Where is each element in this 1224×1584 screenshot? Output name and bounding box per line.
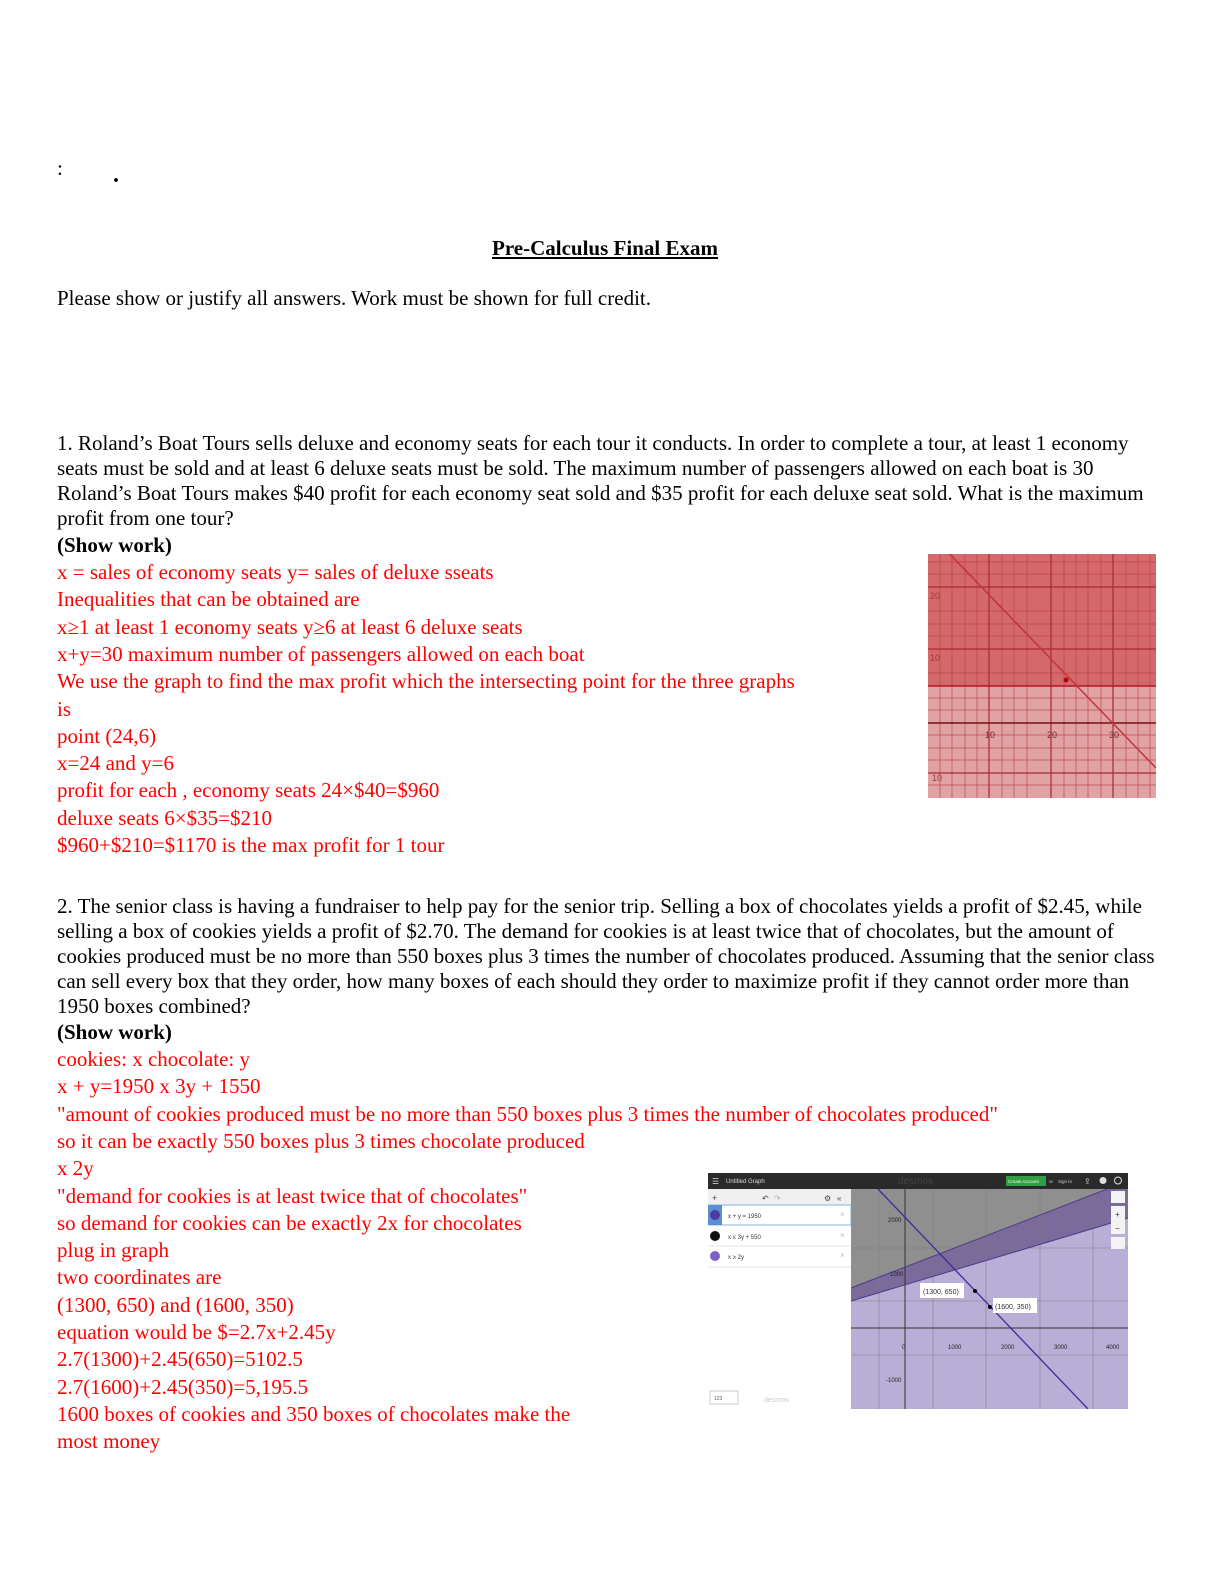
answer-line: is (57, 696, 72, 721)
answer-line: 1600 boxes of cookies and 350 boxes of chocolates make the (57, 1401, 571, 1426)
add-icon[interactable]: + (712, 1193, 718, 1203)
q1-show-work: (Show work) (57, 533, 172, 557)
desmos-footer-logo: desmos (764, 1397, 789, 1404)
answer-line: plug in graph (57, 1238, 169, 1263)
desmos-screenshot (708, 1173, 1128, 1409)
sign-in-link[interactable]: Sign In (1058, 1179, 1073, 1184)
header-dot: . (113, 162, 119, 188)
redo-icon[interactable]: ↷ (774, 1194, 781, 1203)
close-icon[interactable]: × (840, 1210, 845, 1219)
expression-text[interactable]: x ≤ 3y + 550 (728, 1235, 761, 1241)
page-title: Pre-Calculus Final Exam (492, 236, 718, 260)
menu-icon[interactable]: ☰ (712, 1177, 720, 1186)
close-icon[interactable]: × (840, 1231, 845, 1240)
share-icon[interactable]: ⇪ (1084, 1177, 1091, 1186)
answer-line: x≥1 at least 1 economy seats y≥6 at least 6 deluxe seats (57, 614, 523, 639)
expression-text[interactable]: x ≥ 2y (728, 1255, 744, 1261)
answer-line: two coordinates are (57, 1265, 222, 1290)
home-button[interactable] (1111, 1237, 1125, 1249)
point-1300-650 (973, 1289, 977, 1293)
undo-icon[interactable]: ↶ (762, 1194, 769, 1203)
help-icon[interactable] (1100, 1177, 1107, 1184)
svg-text:+: + (1115, 1210, 1120, 1219)
y-tick: 10 (932, 773, 943, 783)
point-label: (1600, 350) (995, 1304, 1031, 1311)
answer-line: x = sales of economy seats y= sales of deluxe sseats (57, 560, 494, 584)
y-tick: 20 (930, 591, 941, 601)
x-tick: 0 (902, 1345, 906, 1351)
answer-line: so it can be exactly 550 boxes plus 3 times chocolate produced (57, 1128, 585, 1153)
wrench-button[interactable] (1111, 1191, 1125, 1203)
expression-text[interactable]: x + y = 1950 (728, 1214, 762, 1220)
y-tick: 1000 (890, 1272, 904, 1278)
instructions: Please show or justify all answers. Work must be shown for full credit. (57, 286, 651, 310)
answer-line: $960+$210=$1170 is the max profit for 1 tour (57, 833, 445, 857)
answer-line: "amount of cookies produced must be no more than 550 boxes plus 3 times the number of chocolates produced" (57, 1101, 998, 1126)
close-icon[interactable]: × (840, 1251, 845, 1260)
intersection-point (1064, 678, 1069, 683)
answer-line: "demand for cookies is at least twice that of chocolates" (57, 1183, 528, 1208)
y-tick: 2000 (888, 1218, 902, 1224)
keypad-label: 123 (714, 1396, 723, 1402)
graph-title[interactable]: Untitled Graph (726, 1179, 765, 1185)
x-tick: 20 (1047, 730, 1058, 740)
point-label: (1300, 650) (923, 1289, 959, 1296)
gear-icon[interactable]: ⚙ (824, 1194, 832, 1203)
answer-line: point (24,6) (57, 723, 157, 748)
answer-line: profit for each , economy seats 24×$40=$960 (57, 778, 440, 803)
q2-show-work: (Show work) (57, 1020, 172, 1044)
graph-color-icon[interactable] (710, 1231, 720, 1241)
answer-line: most money (57, 1429, 161, 1454)
x-tick: 3000 (1054, 1345, 1068, 1351)
or-text: or (1049, 1179, 1054, 1184)
answer-line: x + y=1950 x 3y + 1550 (57, 1074, 261, 1099)
header-colon: : (57, 156, 63, 180)
point-1600-350 (988, 1305, 992, 1309)
y-tick: 10 (930, 653, 941, 663)
q1-question: 1. Roland’s Boat Tours sells deluxe and economy seats for each tour it conducts. In order to complete a tour, at least 1 economy seats must be sold and at least 6 deluxe seats must be sold. The maximum number of passengers allowed on each boat is 30 Roland’s Boat Tours makes $40 profit for each economy seat sold and $35 profit for each deluxe seat sold. What is the maximum profit from one tour? (57, 431, 1144, 530)
q2-question: 2. The senior class is having a fundraiser to help pay for the senior trip. Selling a box of chocolates yields a profit of $2.45, while selling a box of cookies yields a profit of $2.70. The demand for cookies is at least twice that of chocolates, but the amount of cookies produced must be no more than 550 boxes plus 3 times the number of chocolates produced. Assuming that the senior class can sell every box that they order, how many boxes of each should they order to maximize profit if they cannot order more than 1950 boxes combined? (57, 894, 1155, 1018)
answer-line: x 2y (57, 1156, 94, 1181)
svg-text:−: − (1115, 1224, 1120, 1233)
answer-line: (1300, 650) and (1600, 350) (57, 1292, 294, 1317)
x-tick: 2000 (1001, 1345, 1015, 1351)
x-tick: 4000 (1106, 1345, 1120, 1351)
region-below (928, 686, 1156, 798)
create-account-label: Create Account (1008, 1179, 1039, 1184)
answer-line: We use the graph to find the max profit which the intersecting point for the three graphs (57, 669, 795, 694)
answer-line: Inequalities that can be obtained are (57, 587, 360, 612)
answer-line: 2.7(1600)+2.45(350)=5,195.5 (57, 1374, 309, 1399)
answer-line: x=24 and y=6 (57, 751, 175, 776)
graph-color-icon[interactable] (710, 1210, 720, 1220)
x-tick: 10 (985, 730, 996, 740)
answer-line: 2.7(1300)+2.45(650)=5102.5 (57, 1347, 303, 1372)
graph-color-icon[interactable] (710, 1251, 720, 1261)
x-tick: 30 (1109, 730, 1120, 740)
desmos-logo: desmos (898, 1176, 934, 1187)
x-tick: 1000 (948, 1345, 962, 1351)
answer-line: x+y=30 maximum number of passengers allowed on each boat (57, 641, 585, 666)
q1-graph (928, 554, 1156, 798)
collapse-icon[interactable]: « (837, 1194, 842, 1203)
answer-line: equation would be $=2.7x+2.45y (57, 1320, 336, 1344)
answer-line: deluxe seats 6×$35=$210 (57, 805, 272, 830)
y-tick: -1000 (886, 1378, 902, 1384)
answer-line: cookies: x chocolate: y (57, 1047, 251, 1071)
answer-line: so demand for cookies can be exactly 2x for chocolates (57, 1210, 522, 1235)
